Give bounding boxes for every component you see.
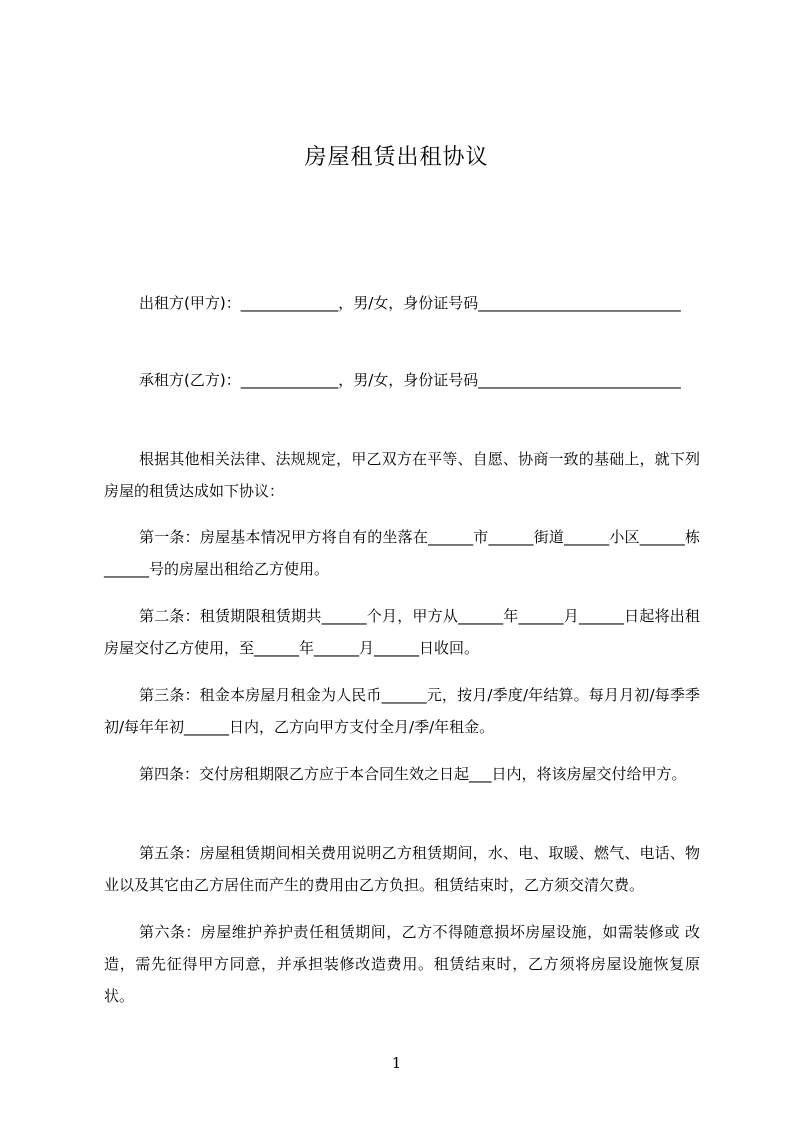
- article-2-paragraph: 第二条：租赁期限租赁期共______个月，甲方从______年______月______日起将出租房屋交付乙方使用，至______年______月______日收回。: [104, 607, 700, 657]
- article-5-paragraph: 第五条：房屋租赁期间相关费用说明乙方租赁期间，水、电、取暖、燃气、电话、物业以及其它由乙方居住而产生的费用由乙方负担。租赁结束时，乙方须交清欠费。: [104, 844, 700, 894]
- page-number: 1: [391, 1054, 402, 1072]
- article-6-paragraph: 第六条：房屋维护养护责任租赁期间，乙方不得随意损坏房屋设施，如需装修或 改造，需先征得甲方同意，并承担装修改造费用。租赁结束时，乙方须将房屋设施恢复原状。: [104, 923, 700, 1005]
- lessee-line: 承租方(乙方)：_____________，男/女，身份证号码___________________________: [139, 371, 681, 389]
- article-3-paragraph: 第三条：租金本房屋月租金为人民币______元，按月/季度/年结算。每月月初/每季季初/每年年初______日内，乙方向甲方支付全月/季/年租金。: [104, 686, 700, 736]
- preamble-paragraph: 根据其他相关法律、法规规定，甲乙双方在平等、自愿、协商一致的基础上，就下列房屋的租赁达成如下协议：: [104, 450, 700, 500]
- document-title: 房屋租赁出租协议: [304, 145, 489, 170]
- lessor-line: 出租方(甲方)：_____________，男/女，身份证号码___________________________: [139, 294, 681, 312]
- article-4-paragraph: 第四条：交付房租期限乙方应于本合同生效之日起___日内，将该房屋交付给甲方。: [139, 765, 687, 783]
- article-1-paragraph: 第一条：房屋基本情况甲方将自有的坐落在______市______街道______小区______栋______号的房屋出租给乙方使用。: [104, 528, 700, 578]
